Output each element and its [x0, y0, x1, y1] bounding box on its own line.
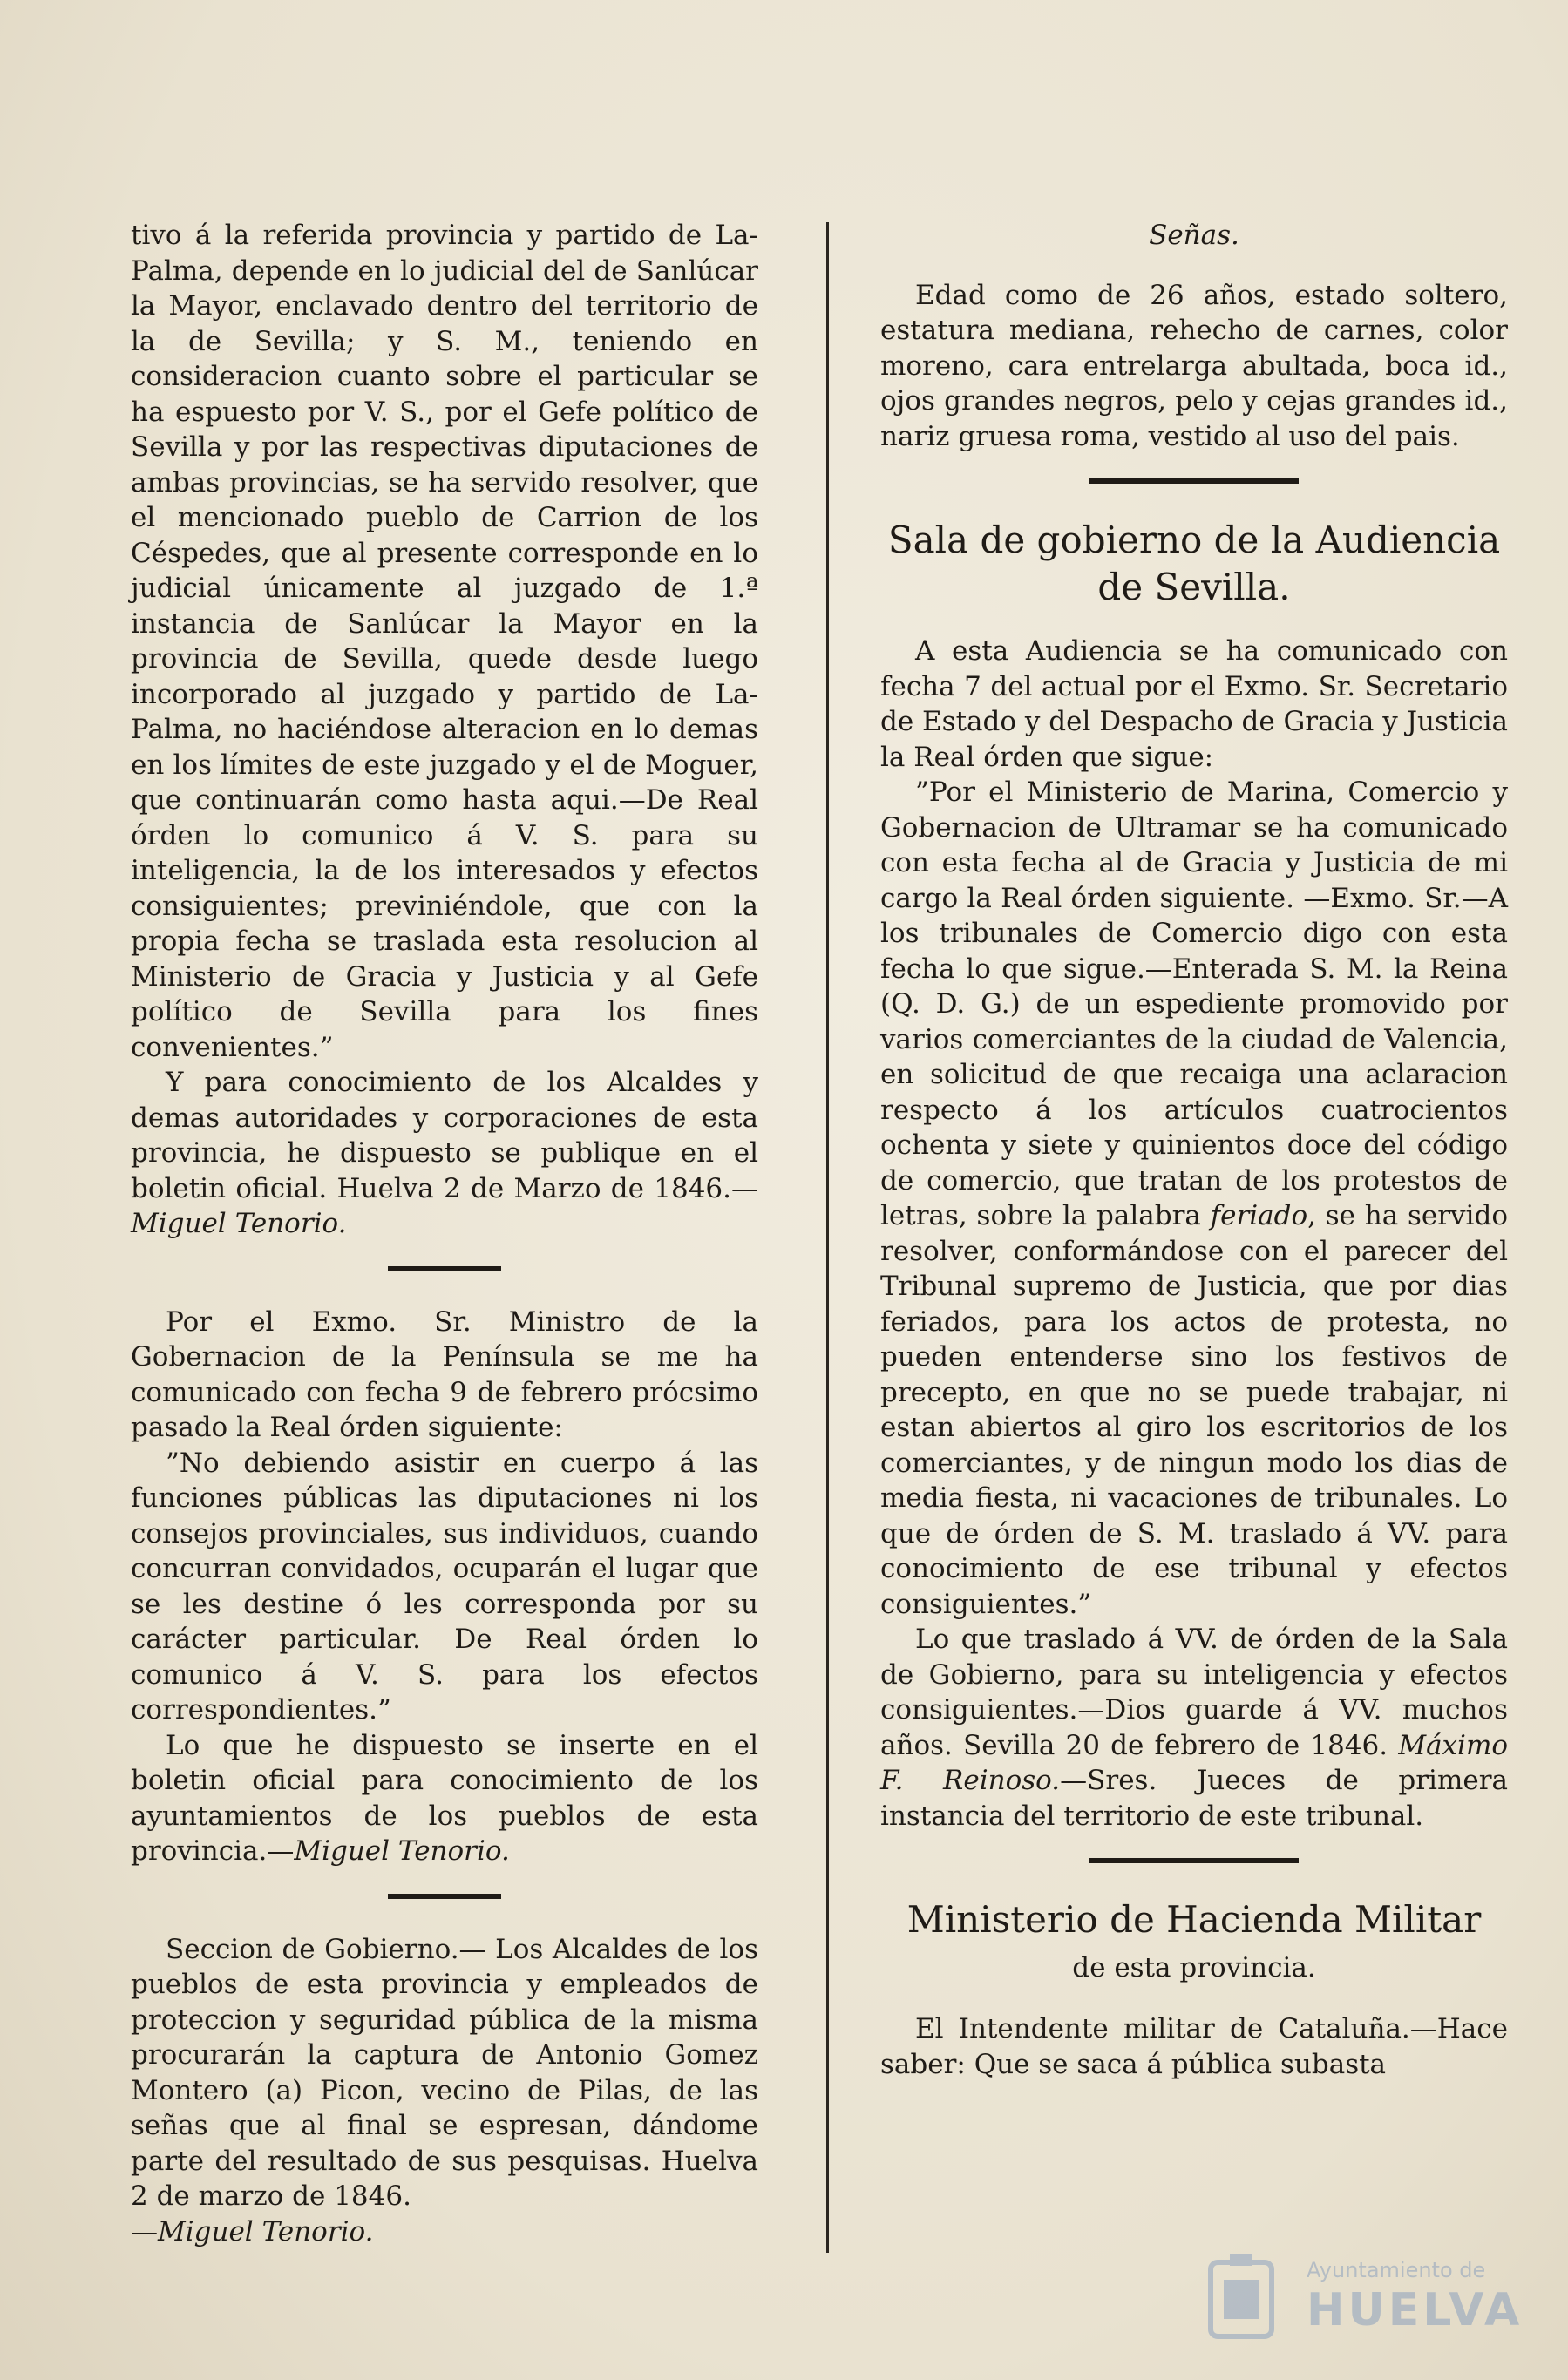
paragraph-traslado: [880, 1622, 1508, 1834]
feriado-order-pre: ”Por el Ministerio de Marina, Comercio y Gobernacion de Ultramar se ha comunicado con esta fecha al de Gracia y Justicia de mi cargo la Real órden siguiente. —Exmo. Sr.—A los tribunales de Comercio digo con esta fecha lo que sigue.—Enterada S. M. la Reina (Q. D. G.) de un espediente promovido por varios comerciantes de la ciudad de Valencia, en solicitud de que recaiga una aclaracion respecto á los artículos cuatrocientos ochenta y siete y quinientos doce del código de comercio, que tratan de los protestos de letras, sobre la palabra: [880, 776, 1508, 1231]
paragraph-insert-order: [131, 1728, 758, 1869]
senas-heading: Señas.: [1149, 220, 1239, 251]
paragraph-capture-order: Seccion de Gobierno.— Los Alcaldes de los pueblos de esta provincia y empleados de proteccion y seguridad pública de la misma procurarán la captura de Antonio Gomez Montero (a) Picon, vecino de Pilas, de las señas que al final se espresan, dándome parte del resultado de sus pesquisas. Huelva 2 de marzo de 1846.: [131, 1933, 758, 2212]
section-divider-double: [1089, 1858, 1299, 1863]
feriado-word: feriado: [1210, 1200, 1308, 1231]
hacienda-subheading: de esta provincia.: [1072, 1952, 1316, 1983]
section-divider: [388, 1894, 501, 1899]
senas-description: Edad como de 26 años, estado soltero, estatura mediana, rehecho de carnes, color moreno, cara entrelarga abultada, boca id., ojos grandes negros, pelo y cejas grandes id., nariz gruesa roma, vestido al uso del pais.: [880, 279, 1508, 452]
right-column: [880, 218, 1508, 2082]
paragraph-gobernacion-intro: Por el Exmo. Sr. Ministro de la Gobernacion de la Península se me ha comunicado con fecha 9 de febrero prócsimo pasado la Real órden siguiente:: [131, 1305, 758, 1443]
hacienda-heading: Ministerio de Hacienda Militar: [906, 1898, 1482, 1941]
insert-order-text: Lo que he dispuesto se inserte en el boletin oficial para conocimiento de los ayuntamientos de los pueblos de esta provincia.—: [131, 1729, 758, 1867]
signature-tenorio-3: [131, 2214, 758, 2250]
audiencia-heading: Sala de gobierno de la Audiencia de Sevilla.: [887, 519, 1501, 608]
traslado-addressees: —Sres. Jueces de primera instancia del territorio de este tribunal.: [880, 1765, 1509, 1832]
paragraph-audiencia-intro: A esta Audiencia se ha comunicado con fecha 7 del actual por el Exmo. Sr. Secretario de Estado y del Despacho de Gracia y Justicia la Real órden que sigue:: [880, 635, 1509, 773]
publication-order-text: Y para conocimiento de los Alcaldes y demas autoridades y corporaciones de esta provincia, he dispuesto se publique en el boletin oficial. Huelva 2 de Marzo de 1846.—: [131, 1067, 758, 1204]
watermark-top-text: Ayuntamiento de: [1307, 2258, 1486, 2282]
section-divider: [388, 1266, 501, 1271]
city-crest-icon: [1193, 2249, 1289, 2345]
feriado-order-post: , se ha servido resolver, conformándose con el parecer del Tribunal supremo de Justicia, que por dias feriados, para los actos de protesta, no pueden entenderse sino los festivos de precepto, en que no se puede trabajar, ni estan abiertos al giro los escritorios de los comerciantes, y de ningun modo los dias de media fiesta, ni vacaciones de tribunales. Lo que de órden de S. M. traslado á VV. para conocimiento de ese tribunal y efectos consiguientes.”: [880, 1200, 1508, 1620]
paragraph-feriado-order: [880, 775, 1508, 1622]
column-rule: [826, 222, 829, 2253]
paragraph-publication-order: [131, 1065, 758, 1242]
section-divider: [1089, 478, 1299, 484]
signature-tenorio-3-text: —Miguel Tenorio.: [131, 2215, 374, 2248]
archive-watermark: [1184, 2249, 1524, 2345]
paragraph-carrion-decree: tivo á la referida provincia y partido de La-Palma, depende en lo judicial del de Sanlúcar la Mayor, enclavado dentro del territorio de la de Sevilla; y S. M., teniendo en consideracion cuanto sobre el particular se ha espuesto por V. S., por el Gefe político de Sevilla y por las respectivas diputaciones de ambas provincias, se ha servido resolver, que el mencionado pueblo de Carrion de los Céspedes, que al presente corresponde en lo judicial únicamente al juzgado de 1.ª instancia de Sanlúcar la Mayor en la provincia de Sevilla, quede desde luego incorporado al juzgado y partido de La-Palma, no haciéndose alteracion en lo demas en los límites de este juzgado y el de Moguer, que continuarán como hasta aqui.—De Real órden lo comunico á V. S. para su inteligencia, la de los interesados y efectos consiguientes; previniéndole, que con la propia fecha se traslada esta resolucion al Ministerio de Gracia y Justicia y al Gefe político de Sevilla para los fines convenientes.”: [131, 220, 758, 1063]
signature-tenorio-1: Miguel Tenorio.: [131, 1208, 347, 1239]
left-column: [131, 218, 758, 2249]
paragraph-subasta: El Intendente militar de Cataluña.—Hace saber: Que se saca á pública subasta: [880, 2013, 1508, 2080]
signature-tenorio-2: Miguel Tenorio.: [294, 1835, 510, 1867]
paragraph-diputaciones-order: ”No debiendo asistir en cuerpo á las funciones públicas las diputaciones ni los consejos provinciales, sus individuos, cuando concurran convidados, ocuparán el lugar que se les destine ó les corresponda por su carácter particular. De Real órden lo comunico á V. S. para los efectos correspondientes.”: [131, 1447, 758, 1726]
traslado-text: Lo que traslado á VV. de órden de la Sala de Gobierno, para su inteligencia y efectos consiguientes.—Dios guarde á VV. muchos años. Sevilla 20 de febrero de 1846.: [880, 1624, 1508, 1761]
signature-reinoso: Máximo F. Reinoso.: [880, 1729, 1509, 1796]
watermark-main-text: HUELVA: [1307, 2284, 1524, 2336]
